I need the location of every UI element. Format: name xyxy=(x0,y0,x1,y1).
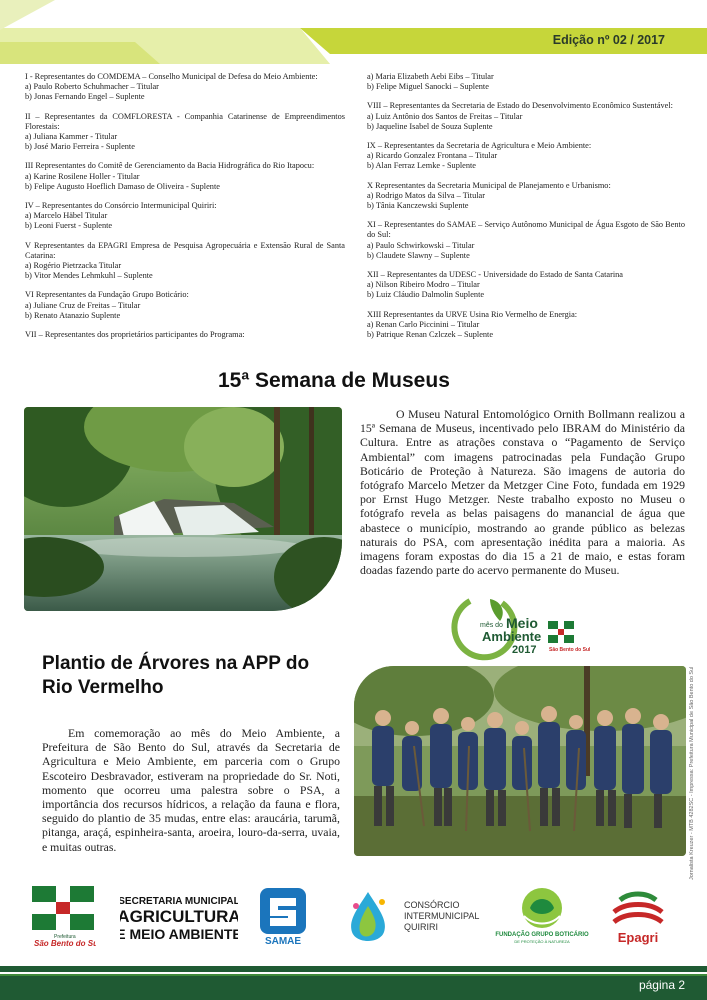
rep-group: VI Representantes da Fundação Grupo Boticário: a) Juliane Cruz de Freitas – Titular b) Renato Atanazio Suplente xyxy=(25,290,189,320)
waterfall-photo xyxy=(24,407,342,611)
epagri-icon xyxy=(606,886,670,948)
consorcio-drop-icon xyxy=(344,886,494,948)
samae-icon xyxy=(256,886,310,948)
epagri-logo xyxy=(606,886,670,948)
rep-group: VIII – Representantes da Secretaria de Estado do Desenvolvimento Econômico Sustentável: a) Luiz Antônio dos Santos de Freitas – Titular b) Jaqueline Isabel de Souza Suplente xyxy=(367,101,673,131)
rep-group: VII – Representantes dos proprietários participantes do Programa: xyxy=(25,330,245,340)
footer-band xyxy=(0,966,707,1000)
rep-group: II – Representantes da COMFLORESTA - Companhia Catarinense de Empreendimentos Florestais: a) Juliana Kammer - Titular b) José Mario Ferreira - Suplente xyxy=(25,111,345,152)
rep-group: III Representantes do Comitê de Gerenciamento da Bacia Hidrográfica do Rio Itapocu: a) Karine Rosilene Holler - Titular b) Felipe Augusto Hoeflich Damaso de Oliveira - Suplente xyxy=(25,161,315,191)
credit-line: Jornalista Kreuzer - MTB 4282SC - Impressa: Prefeitura Municipal de São Bento do Sul xyxy=(689,666,695,880)
secretaria-line2: AGRICULTURA xyxy=(120,907,238,926)
rep-group: I - Representantes do COMDEMA – Conselho Municipal de Defesa do Meio Ambiente: a) Paulo Roberto Schuhmacher – Titular b) Jonas Fernando Engel – Suplente xyxy=(25,72,318,102)
consorcio-logo xyxy=(344,886,494,948)
secretaria-wordmark xyxy=(120,892,238,948)
boticario-line2: DE PROTEÇÃO À NATUREZA xyxy=(514,939,570,944)
secretaria-logo xyxy=(120,892,238,948)
representatives-right-column xyxy=(367,72,685,349)
representatives-left-column xyxy=(25,72,345,349)
secretaria-line3: E MEIO AMBIENTE xyxy=(120,926,238,942)
samae-label: SAMAE xyxy=(264,936,302,947)
page-number: página 2 xyxy=(638,978,685,992)
boticario-line1: FUNDAÇÃO GRUPO BOTICÁRIO xyxy=(495,932,589,938)
partner-logos xyxy=(0,880,707,950)
rep-group: XII – Representantes da UDESC - Universidade do Estado de Santa Catarina a) Nilson Ribeiro Modro – Titular b) Luiz Cláudio Dalmolin Suplente xyxy=(367,270,623,300)
museus-title: 15ª Semana de Museus xyxy=(218,369,450,392)
plantio-title: Plantio de Árvores na APP do Rio Vermelho xyxy=(42,653,310,698)
prefeitura-flag-icon xyxy=(30,886,96,948)
consorcio-line3: QUIRIRI xyxy=(404,922,439,932)
rep-group: XIII Representantes da URVE Usina Rio Vermelho de Energia: a) Renan Carlo Piccinini – Titular b) Patrique Renan Czlczek – Suplente xyxy=(367,309,578,340)
meio-year: 2017 xyxy=(512,644,537,656)
prefeitura-logo xyxy=(30,886,96,948)
museus-body: O Museu Natural Entomológico Ornith Bollmann realizou a 15ª Semana de Museus, incentivado pelo IBRAM do Ministério da Cultura. Entre as atrações constava o “Pagamento de Serviço Ambiental” com imagens patrocinadas pela Fundação Grupo Boticário de Proteção à Natureza. São imagens de autoria do fotógrafo Marcelo Metzer da Metzger Cine Foto, fundada em 1929 por Ernst Hugo Metzger. Neste trabalho exposto no Museu o fotógrafo revela as belas paisagens do manancial de água que abastece o município, mostrando ao grande público as belezas naturais do PSA, com apresentação inédita para a maioria. As imagens foram expostas do dia 15 a 21 de maio, e estas foram doadas fazendo parte do acervo permanente do Museu. xyxy=(360,407,685,578)
rep-group: V Representantes da EPAGRI Empresa de Pesquisa Agropecuária e Extensão Rural de Santa Catarina: a) Rogério Pietrzacka Titular b) Vitor Mendes Lehmkuhl – Suplente xyxy=(25,240,345,281)
rep-group: XI – Representantes do SAMAE – Serviço Autônomo Municipal de Água Esgoto de São Bento do Sul: a) Paulo Schwirkowski – Titular b) Claudete Slawny – Suplente xyxy=(367,220,685,260)
boticario-logo xyxy=(494,886,590,948)
prefeitura-label: Prefeitura xyxy=(54,934,76,940)
meio-line2: Meio xyxy=(506,615,538,631)
rep-group: IX – Representantes da Secretaria de Agricultura e Meio Ambiente: a) Ricardo Gonzalez Frontana – Titular b) Alan Ferraz Lemke - Suplente xyxy=(367,141,592,171)
rep-group: X Representantes da Secretaria Municipal de Planejamento e Urbanismo: a) Rodrigo Matos da Silva – Titular b) Tânia Kanczewski Suplente xyxy=(367,180,611,211)
group-photo xyxy=(354,666,686,856)
edition-label: Edição nº 02 / 2017 xyxy=(552,33,665,47)
samae-logo xyxy=(256,886,310,948)
plantio-body: Em comemoração ao mês do Meio Ambiente, a Prefeitura de São Bento do Sul, através da Secretaria de Agricultura e Meio Ambiente, em parceria com o Grupo Escoteiro Desbravador, estiveram na propriedade do Sr. Noti, momento que ocorreu uma palestra sobre o PSA, a importância dos recursos hídricos, a relação da fauna e flora, seguido do plantio de 35 mudas, entre elas: araucária, tarumã, pitanga, araçá, espinheira-santa, aroeira, louro-da-serra, uvaia, e muitas outras. xyxy=(42,726,340,854)
consorcio-line1: CONSÓRCIO xyxy=(404,900,460,910)
meio-ambiente-emblem xyxy=(450,595,590,661)
header-shapes xyxy=(0,0,707,64)
rep-group: a) Maria Elizabeth Aebi Eibs – Titular b) Felipe Miguel Sanocki – Suplente xyxy=(367,72,494,92)
meio-line3: Ambiente xyxy=(482,629,542,644)
footer-shapes xyxy=(0,966,707,1000)
consorcio-line2: INTERMUNICIPAL xyxy=(404,911,480,921)
secretaria-line1: SECRETARIA MUNICIPAL xyxy=(120,896,238,907)
group-photo-illustration xyxy=(354,666,686,856)
meio-line1: mês do xyxy=(480,622,503,629)
meio-city: São Bento do Sul xyxy=(549,647,590,653)
meio-ambiente-logo xyxy=(450,595,590,661)
header-band xyxy=(0,0,707,64)
boticario-leaf-icon xyxy=(494,886,590,948)
prefeitura-city: São Bento do Sul xyxy=(34,939,96,948)
epagri-label: Epagri xyxy=(617,930,659,945)
rep-group: IV – Representantes do Consórcio Intermunicipal Quiriri: a) Marcelo Häbel Titular b) Leoni Fuerst - Suplente xyxy=(25,201,217,231)
waterfall-illustration xyxy=(24,407,342,611)
